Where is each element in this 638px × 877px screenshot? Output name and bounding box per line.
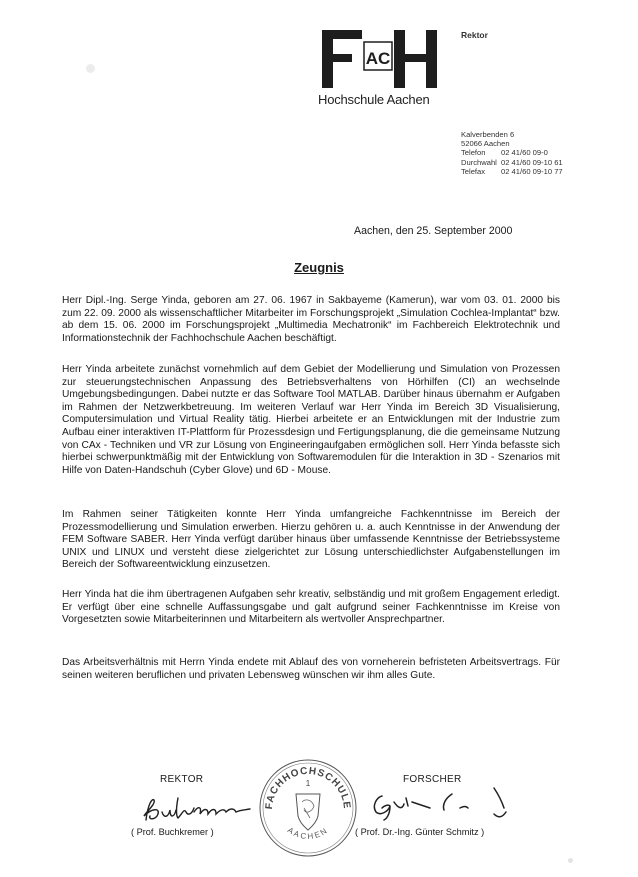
- rektor-name: ( Prof. Buchkremer ): [131, 827, 214, 837]
- svg-text:FACHHOCHSCHULE: FACHHOCHSCHULE: [263, 765, 353, 810]
- scan-speck: [568, 858, 573, 863]
- institution-name: Hochschule Aachen: [318, 92, 430, 107]
- address-city: 52066 Aachen: [461, 139, 510, 149]
- document-title: Zeugnis: [294, 260, 344, 275]
- contact-row: [461, 148, 563, 157]
- office-label: Rektor: [461, 30, 488, 40]
- contact-value: 02 41/60 09-0: [501, 148, 548, 158]
- contact-row: [461, 167, 563, 176]
- scan-speck: [86, 64, 95, 73]
- rektor-label: REKTOR: [160, 774, 204, 785]
- contact-label: Telefax: [461, 166, 486, 176]
- paragraph: Das Arbeitsverhältnis mit Herrn Yinda endete mit Ablauf des von vorneherein befristeten Arbeitsvertrags. Für seinen weiteren beruflichen und privaten Lebensweg wünschen wir ihm alles Gute.: [62, 657, 560, 681]
- address-street: Kalverbenden 6: [461, 130, 515, 139]
- forscher-name: ( Prof. Dr.-Ing. Günter Schmitz ): [355, 827, 485, 837]
- forscher-label: FORSCHER: [403, 774, 462, 785]
- paragraph: Herr Yinda arbeitete zunächst vornehmlich auf dem Gebiet der Modellierung und Simulation von Prozessen zur steuerungstechnischen Anpassung des Betriebsverhaltens von Hörhilfen (CI) an wechselnde Umgebungsbedingungen. Dabei nutzte er das Software Tool MATLAB. Darüber hinaus übernahm er Aufgaben im Rahmen der Netzwerkbetreuung. Im weiteren Verlauf war Herr Yinda im Bereich 3D Visualisierung, Computersimulation und Virtual Reality tätig. Hierbei arbeitete er an Entwicklungen mit der Industrie zum Aufbau einer interaktiven IT-Plattform für Prozessdesign und Fertigungsplanung, die die gemeinsame Nutzung von CAx - Techniken und VR zur Lösung von Engineeringaufgaben ermöglichen soll. Herr Yinda befasste sich hierbei schwerpunktmäßig mit der Entwicklung von Softwaremodulen für die Interaktion in 3D - Szenarios mit Hilfe von Daten-Handschuh (Cyber Glove) und 6D - Mouse.: [62, 364, 560, 476]
- paragraph: Im Rahmen seiner Tätigkeiten konnte Herr Yinda umfangreiche Fachkenntnisse im Bereich der Prozessmodellierung und Simulation erwerben. Hierzu gehören u. a. auch Kenntnisse in der Anwendung der FEM Software SABER. Herr Yinda verfügt darüber hinaus über umfassende Kenntnisse der Betriebssysteme UNIX und LINUX und versteht diese zielgerichtet zur Lösung unterschiedlichster Aufgabenstellungen im Bereich der Softwareentwicklung einzusetzen.: [62, 509, 560, 571]
- svg-text:AC: AC: [365, 49, 391, 68]
- contact-row: [461, 158, 563, 167]
- svg-text:AACHEN: AACHEN: [285, 825, 331, 842]
- rektor-signature: [138, 794, 256, 826]
- paragraph: Herr Yinda hat die ihm übertragenen Aufgaben sehr kreativ, selbständig und mit großem Engagement erledigt. Er verfügt über eine schnelle Auffassungsgabe und galt aufgrund seiner Fachkenntnisse im Kreise von Vorgesetzten sowie Mitarbeiterinnen und Mitarbeitern als wertvoller Ansprechpartner.: [62, 589, 560, 626]
- contact-label: Telefon: [461, 148, 486, 158]
- dateline: Aachen, den 25. September 2000: [354, 225, 513, 237]
- forscher-signature: [368, 784, 528, 822]
- contact-label: Durchwahl: [461, 157, 497, 167]
- contact-value: 02 41/60 09-10 61: [501, 157, 563, 167]
- paragraph: Herr Dipl.-Ing. Serge Yinda, geboren am 27. 06. 1967 in Sakbayeme (Kamerun), war vom 03. 01. 2000 bis zum 22. 09. 2000 als wissenschaftlicher Mitarbeiter im Forschungsprojekt „Simulation Cochlea-Implantat“ bzw. ab dem 15. 06. 2000 im Forschungsprojekt „Multimedia Mechatronik“ im Fachbereich Elektrotechnik und Informationstechnik der Fachhochschule Aachen beschäftigt.: [62, 295, 560, 344]
- contact-value: 02 41/60 09-10 77: [501, 166, 563, 176]
- address-block: [461, 130, 563, 176]
- official-seal: [254, 752, 362, 860]
- svg-text:1: 1: [305, 779, 311, 788]
